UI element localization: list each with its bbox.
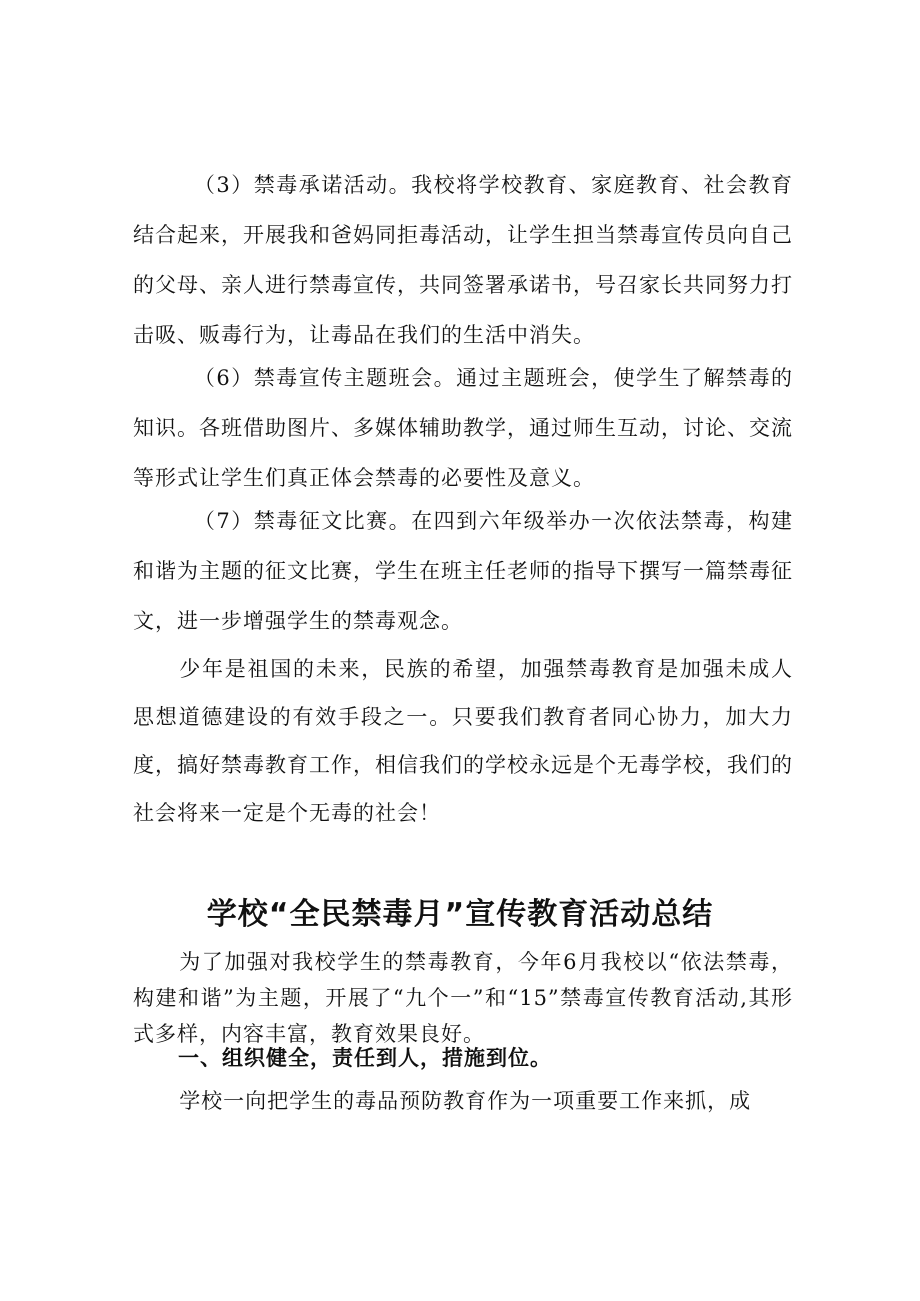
paragraph-section-text: 学校一向把学生的毒品预防教育作为一项重要工作来抓，成 [179, 1089, 752, 1113]
paragraph-pledge-activity: （3）禁毒承诺活动。我校将学校教育、家庭教育、社会教育结合起来，开展我和爸妈同拒毒活动，让学生担当禁毒宣传员向自己的父母、亲人进行禁毒宣传，共同签署承诺书，号召家长共同努力打击吸、贩毒行为，让毒品在我们的生活中消失。 [133, 173, 793, 347]
paragraph-class-meeting: （6）禁毒宣传主题班会。通过主题班会，使学生了解禁毒的知识。各班借助图片、多媒体辅助教学，通过师生互动，讨论、交流等形式让学生们真正体会禁毒的必要性及意义。 [133, 366, 793, 490]
paragraph-essay-contest: （7）禁毒征文比赛。在四到六年级举办一次依法禁毒，构建和谐为主题的征文比赛，学生在班主任老师的指导下撰写一篇禁毒征文，进一步增强学生的禁毒观念。 [133, 509, 793, 633]
section-heading: 一、组织健全，责任到人，措施到位。 [178, 1046, 552, 1070]
document-title: 学校“全民禁毒月”宣传教育活动总结 [206, 897, 714, 932]
paragraph-intro: 为了加强对我校学生的禁毒教育，今年6月我校以“依法禁毒，构建和谐”为主题，开展了“九个一”和“15”禁毒宣传教育活动,其形式多样，内容丰富，教育效果良好。 [133, 950, 793, 1046]
paragraph-conclusion: 少年是祖国的未来，民族的希望，加强禁毒教育是加强未成人思想道德建设的有效手段之一。只要我们教育者同心协力，加大力度，搞好禁毒教育工作，相信我们的学校永远是个无毒学校，我们的社会将来一定是个无毒的社会！ [133, 657, 793, 825]
